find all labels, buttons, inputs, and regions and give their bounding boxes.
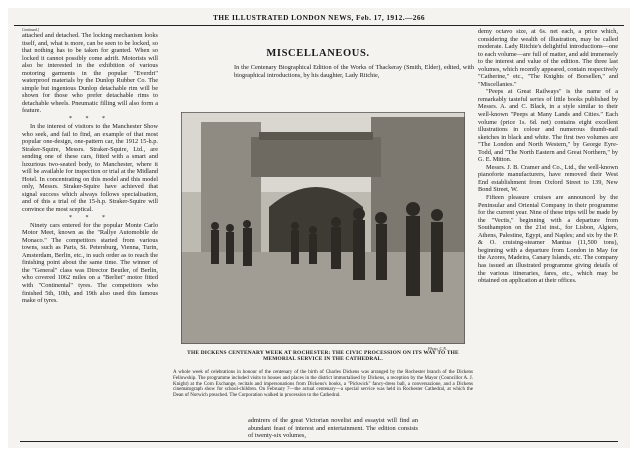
middle-bottom-text: admirers of the great Victorian novelist and essayist will find an abundant feast of interest and entertainment. The edition consists of twenty-six volumes,: [248, 417, 418, 440]
photo-illustration: [181, 112, 465, 344]
section-stars-2: * * *: [69, 214, 111, 221]
page-header: THE ILLUSTRATED LONDON NEWS, Feb. 17, 1912.—266: [212, 13, 426, 22]
section-title: MISCELLANEOUS.: [266, 48, 370, 59]
left-paragraph-1: attached and detached. The locking mechanism looks itself, and, what is more, can be seen to be locked, so that nothing has to be taken for granted. When so locked it cannot possibly come adrift. Motorists will also be interested in the exhibition of various motoring garments in the popular "Everdri" waterproof materials by the Dunlop Rubber Co. The simple but ingenious Dunlop detachable rim will be shown for those who prefer detachable rims to detachable wheels. Pneumatic filling will also form a feature.: [22, 32, 158, 115]
right-paragraph-2: "Peeps at Great Railways" is the name of a remarkably tasteful series of little books published by Messrs. A. and C. Black, in a style similar to their well-known "Peeps at Many Lands and Cities." Each volume (price 1s. 6d. net) contains eight excellent illustrations in colour and numerous thumb-nail sketches in black and white. The first two volumes are "The London and North Western," by George Eyre-Todd, and "The North Eastern and Great Northern," by G. E. Mitton.: [478, 88, 618, 164]
newspaper-page: [8, 8, 630, 448]
right-column: [478, 28, 618, 434]
photo-subcaption: A whole week of celebrations in honour of the centenary of the birth of Charles Dickens was arranged by the Rochester branch of the Dickens Fellowship. The programme included visits to houses and places in the district immortalised by Dickens, a reception by the Mayor (Councillor A. J. Knight) at the Corn Exchange, recitals and impersonations from Dickens's books, a "Pickwick" fancy-dress ball, a conversazione, and a Dickens cinematograph show for school-children. On February 7—the actual centenary—a special service was held in Rochester Cathedral, at which the Dean of Norwich preached. The Corporation walked in procession to the Cathedral.: [173, 370, 473, 399]
right-paragraph-1: demy octavo size, at 6s. net each, a price which, considering the wealth of illustration, may be called moderate. Lady Ritchie's delightful introductions—one to each volume—are full of matter, and add immensely to the interest and value of the edition. The three last volumes, which recently appeared, contain respectively "Catherine," etc., "The Knights of Borsellen," and "Miscellanies.": [478, 28, 618, 88]
section-stars: * * *: [69, 116, 111, 123]
photo-caption: THE DICKENS CENTENARY WEEK AT ROCHESTER: THE CIVIC PROCESSION ON ITS WAY TO THE MEMORIAL SERVICE IN THE CATHEDRAL.: [187, 350, 459, 363]
intro-paragraph: In the Centenary Biographical Edition of the Works of Thackeray (Smith, Elder), edited, with biographical introductions, by his daughter, Lady Ritchie,: [234, 64, 474, 79]
footer-rule: [20, 441, 618, 442]
left-paragraph-2: In the interest of visitors to the Manchester Show who seek, and fail to find, an example of that most popular one-design, one-pattern car, the 1912 15-h.p. Straker-Squire, Messrs. Straker-Squire, Ltd., are sending one of these cars, fitted with a smart and luxurious two-seated body, to Manchester, where it will be available for inspection or trial at the Midland Hotel. In concentrating on this model and this model only, Messrs. Straker-Squire have achieved that signal success which always follows specialisation, and of this a trial of the 15-h.p. Straker-Squire will convince the most sceptical.: [22, 123, 158, 214]
procession-photo: [181, 112, 465, 344]
photo-credit: Photo. C.N.: [428, 346, 447, 351]
header-rule: [14, 25, 624, 26]
continued-marker: Continued.]: [22, 28, 40, 32]
right-paragraph-4: Fifteen pleasure cruises are announced by the Peninsular and Oriental Company in their programme for the current year. Nine of these trips will be made by the "Vectis," beginning with a departure from Southampton on the 21st inst., for Lisbon, Algiers, Athens, Palestine, Egypt, and Naples; and six by the P. & O. cruising-steamer Mantua (11,500 tons), beginning with a departure from London in May for the Azores, Madeira, Canary Islands, etc. The company has issued an illustrated programme giving details of the various itineraries, fares, etc., which may be obtained on application at their offices.: [478, 194, 618, 285]
left-column: [22, 28, 158, 414]
left-paragraph-3: Ninety cars entered for the popular Monte Carlo Motor Meet, known as the "Rallye Automobile de Monaco." The competitors started from various towns, such as Paris, St. Petersburg, Vienna, Turin, Amsterdam, Berlin, etc., in such order as to reach the finishing point about the same time. The winner of the "General" class was Director Beutler, of Berlin, who covered 1062 miles on a "Berliet" motor fitted with "Continental" tyres. The competitors who finished 5th, 10th, and 19th also used this famous make of tyres.: [22, 221, 158, 305]
right-paragraph-3: Messrs. J. B. Cramer and Co., Ltd., the well-known pianoforte manufacturers, have removed their West End establishment from Oxford Street to 139, New Bond Street, W.: [478, 163, 618, 194]
